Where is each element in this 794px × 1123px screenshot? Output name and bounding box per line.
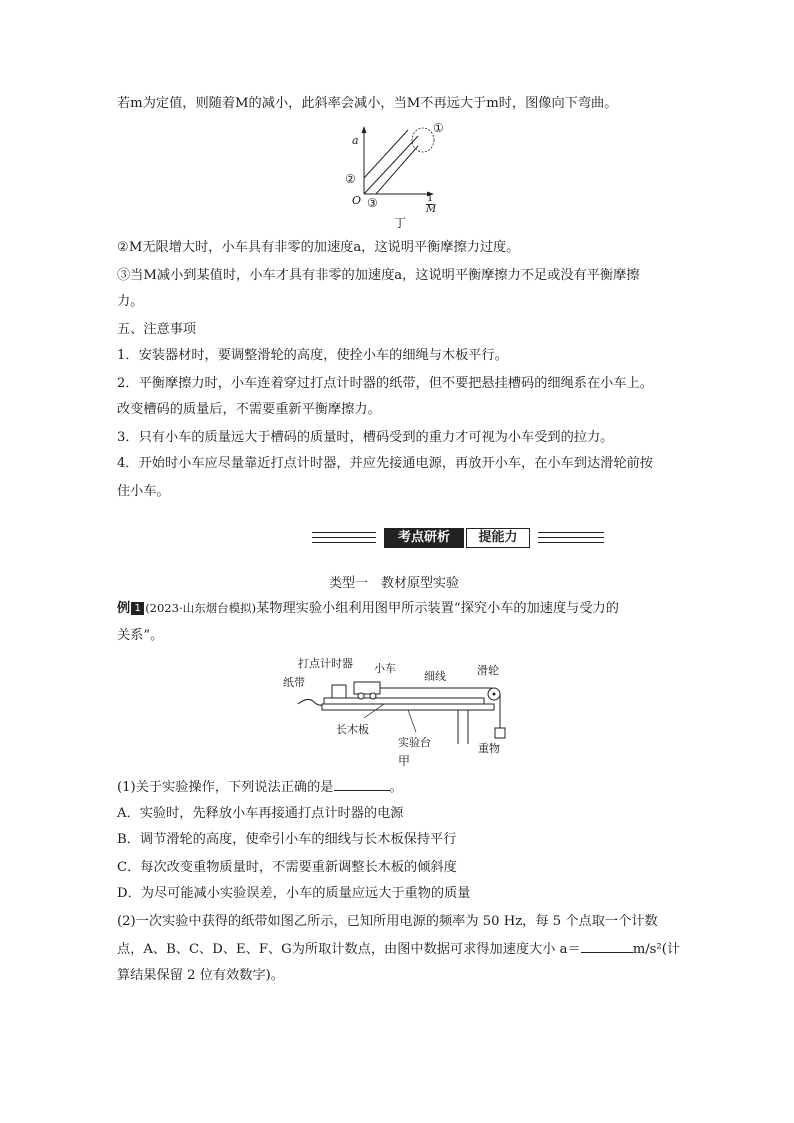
label-tape: 纸带 <box>283 676 305 689</box>
answer-blank-2[interactable] <box>581 938 633 953</box>
note-2-line-1: 2．平衡摩擦力时，小车连着穿过打点计时器的纸带，但不要把悬挂槽码的细绳系在小车上。 <box>117 376 653 391</box>
x-axis-numerator: 1 <box>426 193 434 204</box>
label-timer: 打点计时器 <box>298 657 353 670</box>
option-b: B．调节滑轮的高度，使牵引小车的细线与长木板保持平行 <box>117 832 457 847</box>
label-table: 实验台 <box>398 736 431 749</box>
example-number-badge: 1 <box>131 602 144 615</box>
question-2-line-2 <box>117 938 680 960</box>
example-line-2: 关系”。 <box>117 628 164 643</box>
note-1: 1．安装器材时，要调整滑轮的高度，使拴小车的细绳与木板平行。 <box>117 348 508 363</box>
label-weight: 重物 <box>478 742 500 755</box>
question-2-text: 点，A、B、C、D、E、F、G为所取计数点，由图中数据可求得加速度大小 a＝ <box>117 942 581 957</box>
weight-shape <box>495 728 505 738</box>
y-axis-label: a <box>352 134 359 147</box>
question-2-line-1: (2)一次实验中获得的纸带如图乙所示，已知所用电源的频率为 50 Hz，每 5 个点取一个计数 <box>117 914 658 929</box>
example-source: (2023·山东烟台模拟) <box>145 601 257 615</box>
cart-wheel-left <box>358 693 364 699</box>
example-text-1: 某物理实验小组利用图甲所示装置“探究小车的加速度与受力的 <box>256 601 619 616</box>
curve-label-2: ② <box>345 172 356 186</box>
banner-right-label: 提能力 <box>466 528 530 548</box>
curve-label-1: ① <box>433 121 444 135</box>
apparatus-caption: 甲 <box>398 754 411 768</box>
label-pulley: 滑轮 <box>477 664 499 677</box>
text-line-2: ②M无限增大时，小车具有非零的加速度a，这说明平衡摩擦力过度。 <box>117 240 520 255</box>
lab-table-shape <box>322 704 494 710</box>
x-axis-denominator: M <box>426 204 437 215</box>
graph-caption: 丁 <box>394 216 407 230</box>
example-prefix: 例 <box>117 601 131 616</box>
note-4-line-2: 住小车。 <box>117 484 170 499</box>
origin-label: O <box>352 194 362 207</box>
note-3: 3．只有小车的质量远大于槽码的质量时，槽码受到的重力才可视为小车受到的拉力。 <box>117 430 614 445</box>
question-2-line-3: 算结果保留 2 位有效数字)。 <box>117 968 284 983</box>
leader-table <box>408 710 416 732</box>
note-4-line-1: 4．开始时小车应尽量靠近打点计时器，并应先接通电源，再放开小车，在小车到达滑轮前按 <box>117 456 653 471</box>
type-heading: 类型一 教材原型实验 <box>329 576 460 591</box>
y-axis-arrow <box>362 126 367 133</box>
timer-shape <box>332 685 346 698</box>
curve-label-3: ③ <box>367 196 378 210</box>
option-c: C．每次改变重物质量时，不需要重新调整长木板的倾斜度 <box>117 860 457 875</box>
long-board-shape <box>324 698 484 704</box>
section-banner <box>312 526 604 550</box>
text-line-3: ③当M减小到某值时，小车才具有非零的加速度a，这说明平衡摩擦力不足或没有平衡摩擦 <box>117 268 640 283</box>
answer-blank-1[interactable] <box>334 776 390 791</box>
text-line-4: 力。 <box>117 294 144 309</box>
question-2-unit: m/s²(计 <box>632 942 681 957</box>
section-heading-notes: 五、注意事项 <box>117 322 197 337</box>
x-axis-label <box>426 193 437 215</box>
cart-wheel-right <box>370 693 376 699</box>
note-2-line-2: 改变槽码的质量后，不需要重新平衡摩擦力。 <box>117 402 381 417</box>
text-line-1: 若m为定值，则随着M的减小，此斜率会减小，当M不再远大于m时，图像向下弯曲。 <box>117 96 618 111</box>
banner-left-label: 考点研析 <box>384 528 464 548</box>
label-string: 细线 <box>424 670 446 683</box>
label-board: 长木板 <box>336 723 369 736</box>
question-1-end: 。 <box>389 780 403 795</box>
option-a: A．实验时，先释放小车再接通打点计时器的电源 <box>117 806 404 821</box>
line-1 <box>364 136 418 194</box>
pulley-axle <box>493 693 496 696</box>
question-1-text: (1)关于实验操作，下列说法正确的是 <box>117 780 334 795</box>
option-d: D．为尽可能减小实验误差，小车的质量应远大于重物的质量 <box>117 886 471 901</box>
question-1 <box>117 776 403 798</box>
cart-shape <box>354 682 380 694</box>
line-3 <box>376 146 418 194</box>
label-cart: 小车 <box>374 662 396 675</box>
example-line-1 <box>117 598 619 619</box>
